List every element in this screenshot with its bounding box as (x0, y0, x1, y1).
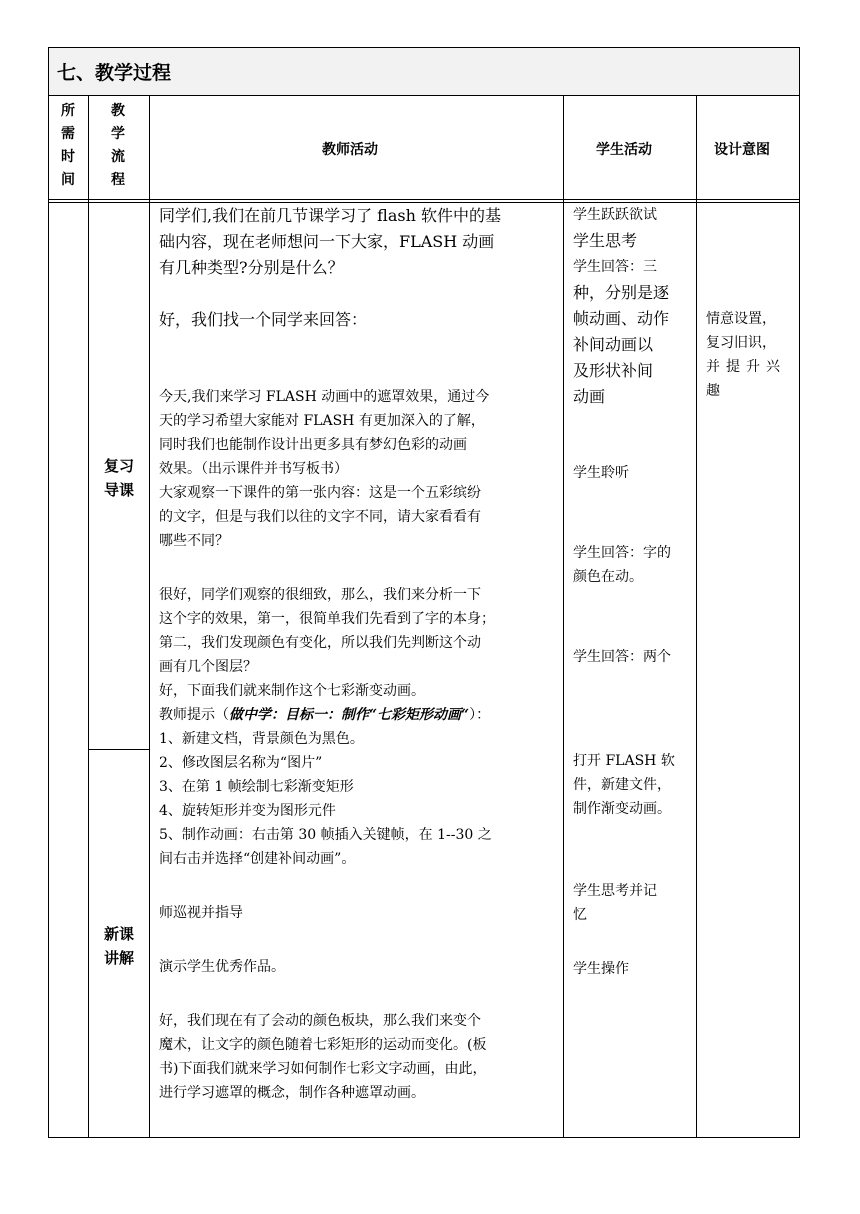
teacher-hint: 教师提示（做中学：目标一：制作“七彩矩形动画“）： (159, 707, 491, 723)
col-divider (149, 95, 150, 1138)
student-line: 及形状补间 (573, 361, 654, 380)
teacher-line: 效果。（出示课件并书写板书） (159, 461, 348, 477)
student-line: 帧动画、动作 (573, 309, 670, 328)
student-line: 学生操作 (573, 961, 629, 977)
teacher-line: 这个字的效果，第一，很简单我们先看到了字的本身； (159, 611, 495, 627)
student-line: 学生聆听 (573, 465, 629, 481)
intent-line: 趣 (706, 383, 720, 399)
student-line: 学生回答：字的 (573, 545, 671, 561)
teacher-line: 第二，我们发现颜色有变化，所以我们先判断这个动 (159, 635, 481, 651)
header-student: 学生活动 (596, 142, 652, 158)
stage-new-lesson: 新课 讲解 (103, 925, 134, 967)
student-line: 动画 (573, 387, 606, 406)
student-line: 忆 (573, 907, 587, 923)
intent-line: 情意设置， (706, 311, 776, 327)
student-line: 打开 FLASH 软 (573, 753, 675, 769)
teacher-line: 同学们,我们在前几节课学习了 flash 软件中的基 (159, 206, 501, 225)
student-line: 学生回答：两个 (573, 649, 671, 665)
student-line: 颜色在动。 (573, 569, 643, 585)
teacher-line: 有几种类型?分别是什么？ (159, 258, 344, 277)
col-divider (696, 95, 697, 1138)
teacher-step: 1、新建文档，背景颜色为黑色。 (159, 731, 364, 747)
teacher-line: 础内容，现在老师想问一下大家，FLASH 动画 (159, 232, 495, 251)
section-title: 七、教学过程 (57, 62, 172, 84)
student-line: 补间动画以 (573, 335, 654, 354)
teacher-line: 的文字，但是与我们以往的文字不同，请大家看看有 (159, 509, 481, 525)
teacher-line: 演示学生优秀作品。 (159, 959, 285, 975)
student-line: 制作渐变动画。 (573, 801, 671, 817)
teacher-step: 3、在第 1 帧绘制七彩渐变矩形 (159, 779, 354, 795)
stage-divider (88, 749, 149, 750)
header-flow: 教 学 流 程 (111, 103, 125, 188)
teacher-line: 魔术，让文字的颜色随着七彩矩形的运动而变化。(板 (159, 1037, 487, 1053)
teacher-line: 天的学习希望大家能对 FLASH 有更加深入的了解， (159, 413, 485, 429)
teacher-line: 哪些不同？ (159, 533, 229, 549)
header-divider (48, 202, 800, 203)
student-line: 件，新建文件， (573, 777, 671, 793)
teacher-line: 好，我们找一个同学来回答： (159, 310, 368, 329)
teacher-line: 书)下面我们就来学习如何制作七彩文字动画，由此， (159, 1061, 487, 1077)
student-line: 学生思考并记 (573, 883, 657, 899)
intent-line: 并提升兴 (706, 359, 786, 375)
student-line: 学生回答：三 (573, 259, 657, 275)
student-line: 种，分别是逐 (573, 283, 670, 302)
stage-review: 复习 导课 (103, 457, 134, 499)
teacher-line: 进行学习遮罩的概念，制作各种遮罩动画。 (159, 1085, 425, 1101)
header-teacher: 教师活动 (322, 142, 378, 158)
teacher-line: 今天,我们来学习 FLASH 动画中的遮罩效果，通过今 (159, 389, 490, 405)
teacher-step: 4、旋转矩形并变为图形元件 (159, 803, 336, 819)
header-time: 所 需 时 间 (61, 103, 75, 188)
intent-line: 复习旧识， (706, 335, 776, 351)
teacher-line: 师巡视并指导 (159, 905, 243, 921)
col-divider (88, 95, 89, 1138)
teacher-line: 很好，同学们观察的很细致，那么，我们来分析一下 (159, 587, 481, 603)
header-divider (48, 199, 800, 200)
header-intent: 设计意图 (714, 142, 770, 158)
col-divider (563, 95, 564, 1138)
teacher-step: 5、制作动画：右击第 30 帧插入关键帧，在 1--30 之 (159, 827, 492, 843)
student-line: 学生跃跃欲试 (573, 207, 657, 223)
teacher-line: 大家观察一下课件的第一张内容：这是一个五彩缤纷 (159, 485, 481, 501)
teacher-line: 好，下面我们就来制作这个七彩渐变动画。 (159, 683, 425, 699)
teacher-step: 2、修改图层名称为“图片” (159, 755, 323, 771)
student-line: 学生思考 (573, 231, 638, 250)
teacher-line: 好，我们现在有了会动的颜色板块，那么我们来变个 (159, 1013, 481, 1029)
teacher-line: 同时我们也能制作设计出更多具有梦幻色彩的动画 (159, 437, 467, 453)
teacher-line: 画有几个图层？ (159, 659, 257, 675)
section-title-row (48, 47, 800, 96)
teacher-step: 间右击并选择“创建补间动画”。 (159, 851, 356, 867)
